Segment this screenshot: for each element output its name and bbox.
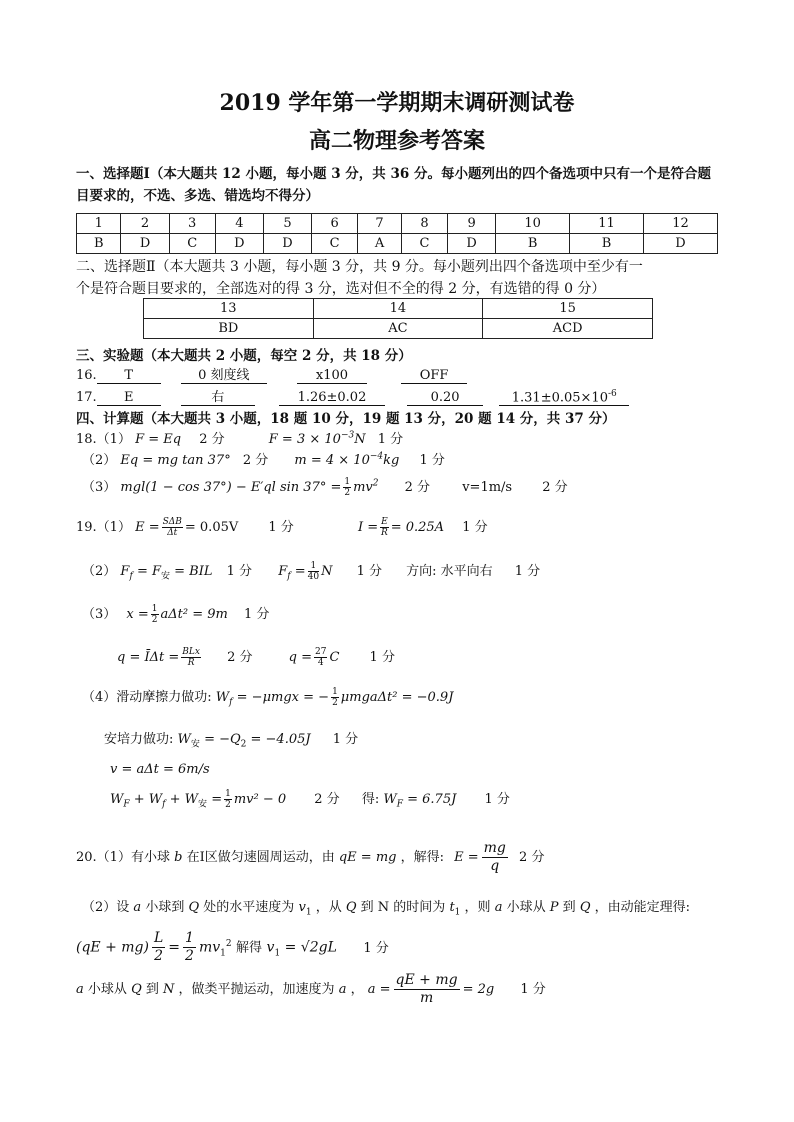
q18-part-label: （2） <box>82 453 117 468</box>
q18-part-label: 18.（1） <box>76 432 131 447</box>
q20-text: 小球从 <box>87 982 127 997</box>
table-row <box>144 299 653 319</box>
q20-score: 1 分 <box>520 982 546 997</box>
q18-line-1 <box>76 428 403 447</box>
q16-label: 16. <box>76 368 97 383</box>
q19-score: 1 分 <box>226 564 253 579</box>
q19-formula: ĪΔt = <box>144 650 180 665</box>
fraction <box>482 840 508 875</box>
q20-var: a <box>494 900 503 915</box>
table-cell: C <box>169 234 215 254</box>
section2-heading: 二、选择题Ⅱ（本大题共 3 小题，每小题 3 分，共 9 分。每小题列出四个备选项中至少有一 <box>76 259 643 275</box>
q20-line-2 <box>82 896 690 918</box>
table-cell: 3 <box>169 214 215 234</box>
q20-text: ，则 <box>464 900 491 915</box>
q20-text: 在Ⅰ区做匀速圆周运动，由 <box>186 850 335 865</box>
q18-formula: m = 4 × 10 <box>294 453 370 468</box>
table-cell: D <box>448 234 496 254</box>
q20-text: ， <box>350 982 364 997</box>
q19-formula: W <box>383 792 397 807</box>
q20-formula: a = <box>367 982 391 997</box>
q19-score: 1 分 <box>332 732 359 747</box>
q18-formula: Eq = mg tan 37° <box>120 453 231 468</box>
q19-line-7 <box>110 762 210 777</box>
q19-sub: f <box>287 571 291 582</box>
q17-answer-4: 0.20 <box>407 390 483 406</box>
fraction <box>331 687 339 708</box>
q20-line-1 <box>76 840 544 875</box>
page-subtitle: 高二物理参考答案 <box>308 128 485 154</box>
q19-line-5 <box>82 686 453 708</box>
q20-var: N <box>163 982 175 997</box>
fraction-denominator: 2 <box>151 615 158 625</box>
q20-formula: = √2gL <box>284 939 337 956</box>
q17-answer-5-base: 1.31±0.05×10 <box>511 390 608 405</box>
q19-formula: q = <box>288 650 312 665</box>
table-cell: 5 <box>263 214 311 234</box>
fraction-denominator: q <box>490 858 500 874</box>
table-cell: 7 <box>358 214 402 234</box>
q19-sub: F <box>123 799 130 810</box>
q20-text: 小球到 <box>145 900 185 915</box>
q20-line-4 <box>76 972 546 1007</box>
q19-score: 1 分 <box>356 564 382 579</box>
q17-label: 17. <box>76 390 97 405</box>
fraction <box>343 477 351 498</box>
q18-line-2 <box>82 449 445 468</box>
q19-line-4 <box>117 646 395 668</box>
table-cell: 1 <box>77 214 121 234</box>
q20-text: ，解得: <box>400 850 444 865</box>
q19-formula: = −μmgx = − <box>236 690 330 705</box>
table-cell: 9 <box>448 214 496 234</box>
q20-formula: mv <box>198 939 221 956</box>
q20-formula: = 2g <box>462 982 495 997</box>
q19-sub: f <box>229 697 233 708</box>
fraction <box>183 930 196 965</box>
table-row <box>77 214 718 234</box>
table-cell: C <box>401 234 447 254</box>
fraction-denominator: 2 <box>332 698 338 708</box>
q19-sub: f <box>129 571 133 582</box>
section3-heading: 三、实验题（本大题共 2 小题，每空 2 分，共 18 分） <box>76 348 412 364</box>
q19-formula: mv² − 0 <box>233 792 287 807</box>
q19-formula: = −Q <box>204 732 241 747</box>
q19-part-label: （3） <box>82 607 117 622</box>
fraction <box>152 930 165 965</box>
table-cell: 11 <box>570 214 644 234</box>
q20-var: Q <box>579 900 591 915</box>
q18-score: 2 分 <box>404 480 431 495</box>
fraction-denominator: 40 <box>307 572 320 582</box>
section1-heading-cont: 目要求的，不选、多选、错选均不得分） <box>76 188 319 204</box>
q20-text: 处的水平速度为 <box>203 900 295 915</box>
q19-line-6 <box>104 728 358 750</box>
q18-formula: mv <box>353 480 373 495</box>
table-cell: AC <box>313 319 483 339</box>
q18-exp: 2 <box>372 478 379 489</box>
q20-text: 到 N 的时间为 <box>360 900 446 915</box>
q17-answer-2: 右 <box>181 386 255 406</box>
q16-row <box>76 364 467 384</box>
q19-formula: W <box>110 792 124 807</box>
q18-score: 2 分 <box>542 480 568 495</box>
fraction-denominator: R <box>187 658 195 668</box>
q18-exp: −3 <box>340 430 355 441</box>
fraction-numerator: 27 <box>315 647 327 657</box>
q19-score: 1 分 <box>369 650 395 665</box>
q17-answer-5 <box>499 389 629 406</box>
table-cell: ACD <box>483 319 653 339</box>
q17-answer-1: E <box>97 390 161 406</box>
table-cell: 10 <box>496 214 570 234</box>
q19-sub: 2 <box>240 739 247 750</box>
table-cell: C <box>312 234 358 254</box>
q19-line-8 <box>110 788 510 810</box>
q19-formula: W <box>215 690 230 705</box>
q18-score: 2 分 <box>242 453 269 468</box>
fraction-numerator: 1 <box>344 477 351 487</box>
fraction-numerator: 1 <box>151 604 158 614</box>
q20-formula: E = <box>454 850 479 865</box>
q20-var: P <box>549 900 559 915</box>
table-cell: D <box>121 234 169 254</box>
q20-sub: 1 <box>274 948 281 959</box>
q20-line-3 <box>76 930 389 965</box>
q19-score: 2 分 <box>314 792 340 807</box>
q20-formula: (qE + mg) <box>76 939 149 956</box>
q19-formula: aΔt² = 9m <box>160 607 228 622</box>
table-cell: 6 <box>312 214 358 234</box>
q19-formula: = F <box>136 564 161 579</box>
table-cell: D <box>644 234 718 254</box>
q20-text: 小球从 <box>506 900 546 915</box>
q19-formula: = <box>294 564 306 579</box>
q19-part-label: 19.（1） <box>76 520 131 535</box>
q19-sub: 安 <box>160 571 170 582</box>
q19-label: 安培力做功: <box>104 732 174 747</box>
q19-formula: = 0.25A <box>390 520 445 535</box>
q19-formula: + W <box>169 792 199 807</box>
section2-answer-table <box>143 298 653 339</box>
q19-line-2 <box>82 560 540 582</box>
q17-answer-3: 1.26±0.02 <box>279 390 385 406</box>
q19-unit: N <box>321 564 333 579</box>
q20-formula: = <box>168 939 181 956</box>
fraction-denominator: R <box>381 528 388 538</box>
q17-answer-5-exp: -6 <box>607 388 617 399</box>
table-cell: B <box>570 234 644 254</box>
q17-row <box>76 386 629 406</box>
q20-text: 20.（1）有小球 <box>76 850 170 865</box>
q20-var: a <box>133 900 142 915</box>
q19-line-1 <box>76 516 488 538</box>
q19-score: 1 分 <box>244 607 270 622</box>
q19-formula: F <box>120 564 130 579</box>
fraction-numerator: BLx <box>182 647 200 657</box>
q18-score: 2 分 <box>199 432 225 447</box>
fraction-denominator: 4 <box>317 658 324 668</box>
fraction <box>151 604 159 625</box>
table-cell: 14 <box>313 299 483 319</box>
q20-text: ，做类平抛运动，加速度为 <box>178 982 335 997</box>
q19-formula: = BIL <box>174 564 213 579</box>
fraction <box>181 647 201 668</box>
fraction-numerator: L <box>153 930 164 946</box>
q16-answer-2: 0 刻度线 <box>181 364 267 384</box>
fraction-denominator: m <box>419 990 434 1006</box>
q20-var: b <box>174 850 183 865</box>
section2-heading-cont: 个是符合题目要求的，全部选对的得 3 分，选对但不全的得 2 分，有选错的得 0 分） <box>76 281 606 297</box>
q20-text: 到 <box>562 900 576 915</box>
q19-direction: 方向: 水平向右 <box>406 564 493 579</box>
q18-score: 1 分 <box>377 432 404 447</box>
fraction <box>162 517 183 538</box>
fraction-numerator: 1 <box>225 789 231 799</box>
q18-unit: N <box>354 432 366 447</box>
table-row <box>144 319 653 339</box>
table-cell: 12 <box>644 214 718 234</box>
q18-formula: mgl(1 − cos 37°) − E′ql sin 37° = <box>120 480 342 495</box>
fraction <box>314 647 327 668</box>
q19-formula: I = <box>357 520 379 535</box>
q19-formula: = 0.05V <box>184 520 239 535</box>
q19-unit: C <box>329 650 340 665</box>
q20-var: v <box>298 900 306 915</box>
q19-formula: = <box>211 792 223 807</box>
q18-line-3 <box>82 476 568 498</box>
fraction <box>380 517 389 538</box>
q20-text: ，由动能定理得: <box>594 900 691 915</box>
q19-sub: F <box>396 799 403 810</box>
q19-sub: 安 <box>198 799 208 810</box>
fraction-numerator: 1 <box>332 687 338 697</box>
q19-label: 得: <box>361 792 380 807</box>
table-cell: D <box>263 234 311 254</box>
fraction-denominator: 2 <box>154 948 164 964</box>
q19-sub: 安 <box>190 739 200 750</box>
q19-sub: f <box>162 799 166 810</box>
q19-formula: F <box>278 564 288 579</box>
q19-formula: + W <box>133 792 163 807</box>
q20-text: ，从 <box>315 900 342 915</box>
q19-score: 1 分 <box>268 520 294 535</box>
q20-var: Q <box>345 900 357 915</box>
fraction-numerator: SΔB <box>162 517 182 527</box>
table-cell: B <box>496 234 570 254</box>
q19-formula: v = aΔt = 6m/s <box>110 762 210 777</box>
q20-text: （2）设 <box>82 900 130 915</box>
table-cell: 4 <box>215 214 263 234</box>
fraction <box>394 972 460 1007</box>
table-cell: BD <box>144 319 314 339</box>
table-cell: 2 <box>121 214 169 234</box>
fraction-numerator: 1 <box>185 930 194 946</box>
q20-var: Q <box>131 982 142 997</box>
q20-text: 到 <box>145 982 159 997</box>
q20-formula: qE = mg <box>338 850 397 865</box>
fraction-numerator: mg <box>483 840 506 856</box>
q19-part-label: （2） <box>82 564 117 579</box>
q20-var: a <box>338 982 347 997</box>
section4-heading: 四、计算题（本大题共 3 小题，18 题 10 分，19 题 13 分，20 题 14 分，共 37 分） <box>76 411 616 427</box>
q20-score: 2 分 <box>519 850 545 865</box>
fraction-denominator: 2 <box>185 948 194 964</box>
fraction-denominator: 2 <box>225 800 231 810</box>
fraction-denominator: 2 <box>344 488 351 498</box>
q20-var: v <box>266 939 275 956</box>
fraction <box>224 789 232 810</box>
table-cell: 15 <box>483 299 653 319</box>
q18-unit: kg <box>383 453 400 468</box>
fraction-numerator: 1 <box>308 561 319 572</box>
q20-text: 解得 <box>236 940 263 956</box>
q20-var: Q <box>188 900 200 915</box>
q18-part-label: （3） <box>82 480 117 495</box>
q19-formula: = 6.75J <box>407 792 457 807</box>
q19-formula: E = <box>135 520 160 535</box>
q19-score: 1 分 <box>514 564 541 579</box>
q16-answer-1: T <box>97 368 161 384</box>
q19-score: 2 分 <box>227 650 253 665</box>
q19-formula: μmgaΔt² = −0.9J <box>340 690 454 705</box>
q18-formula: F = 3 × 10 <box>268 432 341 447</box>
q19-score: 1 分 <box>462 520 488 535</box>
q18-result: v=1m/s <box>462 480 513 495</box>
table-row <box>77 234 718 254</box>
fraction-numerator: qE + mg <box>395 972 458 988</box>
fraction <box>308 561 319 582</box>
fraction-numerator: E <box>381 517 388 527</box>
q20-score: 1 分 <box>363 940 389 956</box>
page-title: 2019 学年第一学期期末调研测试卷 <box>219 90 575 116</box>
q19-line-3 <box>82 603 269 625</box>
fraction-denominator: Δt <box>167 528 178 538</box>
q18-score: 1 分 <box>419 453 445 468</box>
q20-sub: 1 <box>305 907 312 918</box>
q18-exp: −4 <box>369 451 384 462</box>
table-cell: D <box>215 234 263 254</box>
table-cell: B <box>77 234 121 254</box>
section1-heading: 一、选择题Ⅰ（本大题共 12 小题，每小题 3 分，共 36 分。每小题列出的四个备选项中只有一个是符合题 <box>76 166 711 182</box>
q19-formula: = −4.05J <box>250 732 311 747</box>
q18-formula: F = Eq <box>135 432 182 447</box>
q20-var: a <box>76 982 84 997</box>
q19-formula: x = <box>126 607 149 622</box>
q20-sub: 1 <box>220 948 226 959</box>
q20-sub: 1 <box>454 907 461 918</box>
q16-answer-4: OFF <box>401 368 467 384</box>
table-cell: 13 <box>144 299 314 319</box>
q16-answer-3: x100 <box>297 368 367 384</box>
q19-score: 1 分 <box>484 792 510 807</box>
q20-var: t <box>449 900 455 915</box>
section1-answer-table <box>76 213 718 254</box>
q19-formula: W <box>177 732 191 747</box>
q20-sup: 2 <box>225 938 232 949</box>
table-cell: A <box>358 234 402 254</box>
q19-formula: q = <box>117 650 141 665</box>
table-cell: 8 <box>401 214 447 234</box>
q19-part-label: （4）滑动摩擦力做功: <box>82 690 212 705</box>
